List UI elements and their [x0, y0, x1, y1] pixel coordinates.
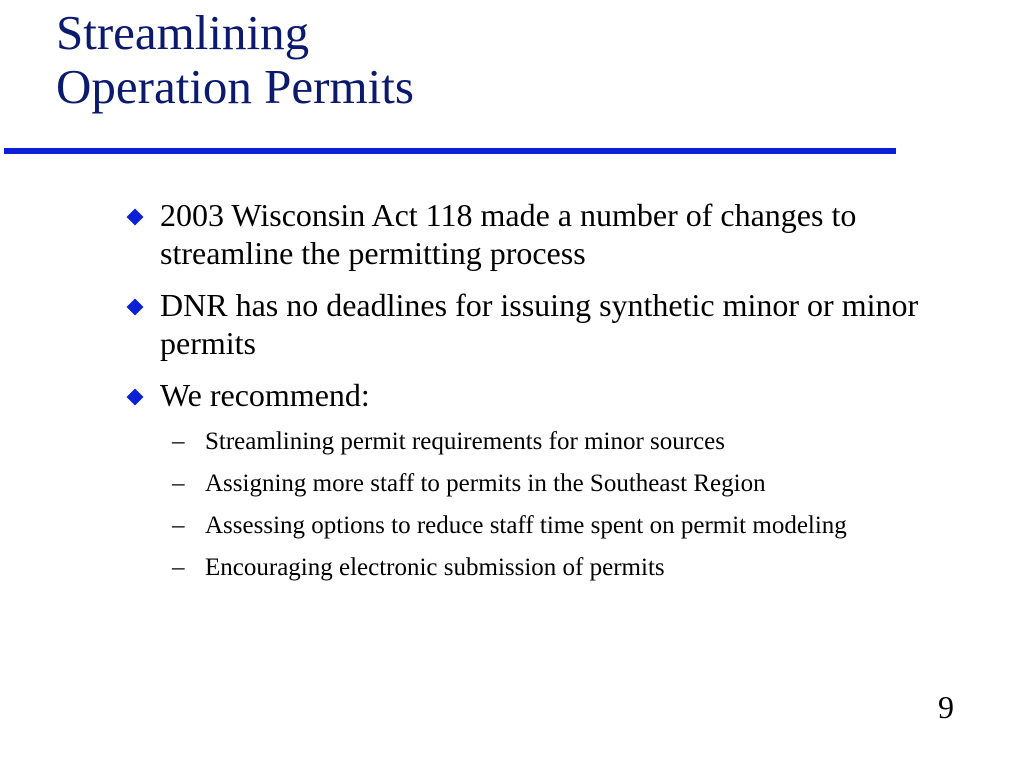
sub-bullet-item: [172, 427, 996, 457]
slide-title-line-1: Streamlining: [56, 5, 310, 60]
sub-bullet-text: Encouraging electronic submission of permits: [205, 553, 665, 581]
bullet-item: [126, 376, 996, 414]
dash-bullet-icon: –: [172, 427, 185, 455]
page-number: 9: [938, 689, 954, 725]
diamond-bullet-icon: [127, 298, 144, 315]
bullet-text: 2003 Wisconsin Act 118 made a number of changes to streamline the permitting process: [160, 197, 857, 272]
dash-bullet-icon: –: [172, 553, 185, 581]
dash-bullet-icon: –: [172, 469, 185, 497]
slide-body: [126, 196, 996, 595]
slide-title-line-2: Operation Permits: [56, 58, 414, 114]
title-underline-divider: [4, 148, 896, 154]
sub-bullet-text: Assessing options to reduce staff time spent on permit modeling: [205, 511, 847, 539]
bullet-text: DNR has no deadlines for issuing synthetic minor or minor permits: [160, 286, 919, 362]
recommendation-sublist: [126, 427, 996, 583]
diamond-bullet-icon: [127, 388, 144, 405]
diamond-bullet-icon: [127, 209, 144, 226]
sub-bullet-item: [172, 553, 996, 583]
bullet-item: [126, 286, 996, 363]
sub-bullet-text: Assigning more staff to permits in the Southeast Region: [205, 469, 766, 497]
bullet-item: [126, 196, 996, 273]
sub-bullet-item: [172, 469, 996, 499]
bullet-text: We recommend:: [160, 376, 370, 413]
slide-title: [56, 6, 414, 114]
sub-bullet-text: Streamlining permit requirements for minor sources: [205, 427, 726, 455]
dash-bullet-icon: –: [172, 511, 185, 539]
sub-bullet-item: [172, 511, 996, 541]
